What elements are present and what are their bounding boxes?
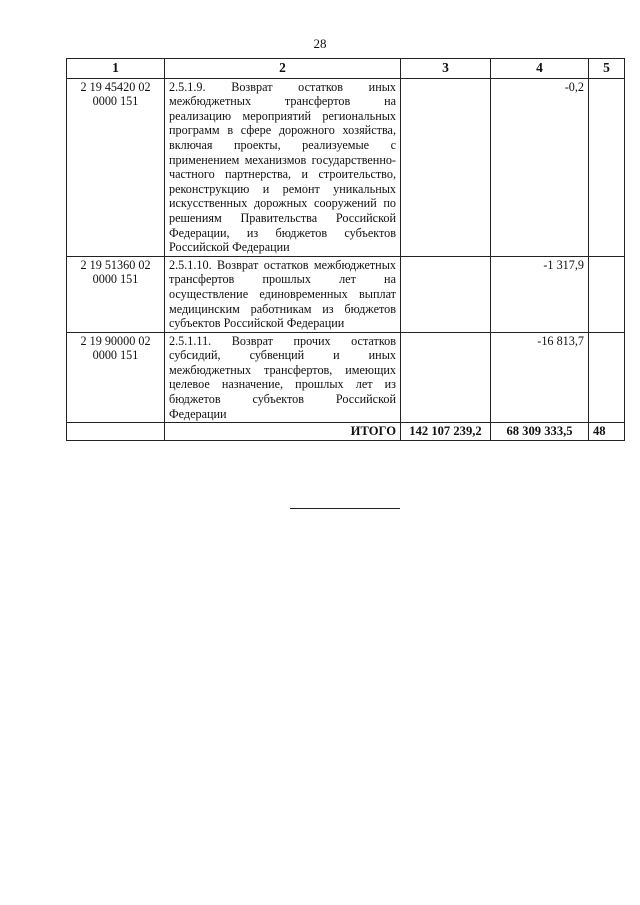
header-col-4: 4 xyxy=(491,59,589,79)
header-col-1: 1 xyxy=(67,59,165,79)
row-code: 2 19 90000 02 0000 151 xyxy=(67,332,165,423)
total-row xyxy=(67,423,625,441)
row-col5 xyxy=(589,256,625,332)
header-col-2: 2 xyxy=(165,59,401,79)
row-code: 2 19 51360 02 0000 151 xyxy=(67,256,165,332)
header-col-3: 3 xyxy=(401,59,491,79)
total-col4: 68 309 333,5 xyxy=(491,423,589,441)
row-description: 2.5.1.9. Возврат остатков иных межбюджетных трансфертов на реализацию мероприятий региональных программ в сфере дорожного хозяйства, включая проекты, реализуемые с применением механизмов государственно-частного партнерства, и строительство, реконструкцию и ремонт уникальных искусственных дорожных сооружений по решениям Правительства Российской Федерации, из бюджетов субъектов Российской Федерации xyxy=(165,78,401,256)
header-col-5: 5 xyxy=(589,59,625,79)
row-col3 xyxy=(401,256,491,332)
row-col4: -16 813,7 xyxy=(491,332,589,423)
page-number: 28 xyxy=(313,36,327,51)
row-col3 xyxy=(401,332,491,423)
row-code: 2 19 45420 02 0000 151 xyxy=(67,78,165,256)
end-rule-divider xyxy=(290,508,400,509)
total-col3: 142 107 239,2 xyxy=(401,423,491,441)
row-col4: -0,2 xyxy=(491,78,589,256)
total-label: ИТОГО xyxy=(165,423,401,441)
table-row xyxy=(67,332,625,423)
row-col4: -1 317,9 xyxy=(491,256,589,332)
row-col5 xyxy=(589,332,625,423)
row-description: 2.5.1.11. Возврат прочих остатков субсидий, субвенций и иных межбюджетных трансфертов, имеющих целевое назначение, прошлых лет из бюджетов субъектов Российской Федерации xyxy=(165,332,401,423)
table-row xyxy=(67,78,625,256)
budget-table xyxy=(66,58,625,441)
total-col5: 48 xyxy=(589,423,625,441)
row-col3 xyxy=(401,78,491,256)
table-header-row xyxy=(67,59,625,79)
table-row xyxy=(67,256,625,332)
total-empty-cell xyxy=(67,423,165,441)
row-description: 2.5.1.10. Возврат остатков межбюджетных трансфертов прошлых лет на осуществление единовременных выплат медицинским работникам из бюджетов субъектов Российской Федерации xyxy=(165,256,401,332)
row-col5 xyxy=(589,78,625,256)
